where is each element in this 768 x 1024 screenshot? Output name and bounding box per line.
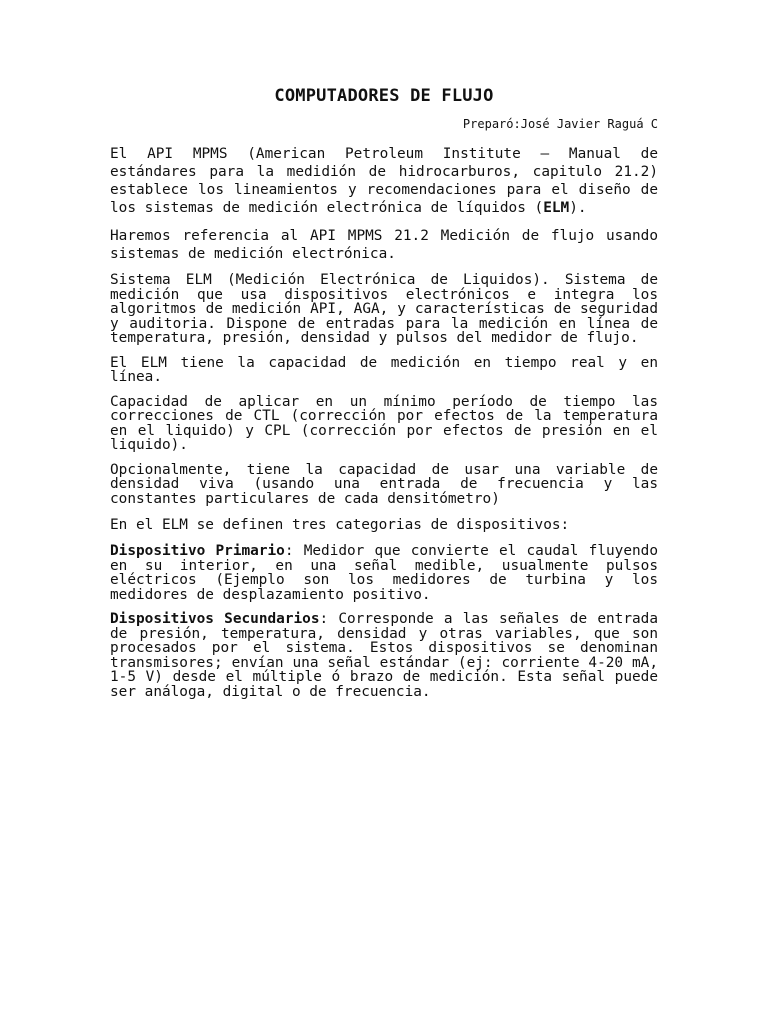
paragraph-bold-term: Dispositivos Secundarios	[110, 611, 320, 627]
paragraph-text: El API MPMS (American Petroleum Institute – Manual de estándares para la medidión de hidrocarburos, capitulo 21.2) establece los lineamientos y recomendaciones para el diseño de los sistemas de medición electrónica de líquidos (	[110, 146, 658, 216]
paragraph-bold-term: Dispositivo Primario	[110, 543, 285, 559]
paragraph-primary-device	[110, 544, 658, 602]
paragraph-api-mpms	[110, 145, 658, 217]
paragraph-text: : Corresponde a las señales de entrada de presión, temperatura, densidad y otras variables, que son procesados por el sistema. Estos dispositivos se denominan transmisores; envían una señal estándar (ej: corriente 4-20 mA, 1-5 V) desde el múltiple ó brazo de medición. Esta señal puede ser análoga, digital o de frecuencia.	[110, 611, 658, 700]
document-title: COMPUTADORES DE FLUJO	[274, 86, 494, 106]
paragraph-real-time: El ELM tiene la capacidad de medición en tiempo real y en línea.	[110, 354, 658, 385]
paragraph-corrections: Capacidad de aplicar en un mínimo período de tiempo las correcciones de CTL (corrección por efectos de la temperatura en el liquido) y CPL (corrección por efectos de presión en el liquido).	[110, 393, 658, 453]
paragraph-secondary-devices	[110, 612, 658, 699]
document-author: Preparó:José Javier Raguá C	[462, 117, 658, 131]
paragraph-elm-system: Sistema ELM (Medición Electrónica de Liquidos). Sistema de medición que usa dispositivos electrónicos e integra los algoritmos de medición API, AGA, y características de seguridad y auditoria. Dispone de entradas para la medición en línea de temperatura, presión, densidad y pulsos del medidor de flujo.	[110, 272, 658, 346]
paragraph-text: ).	[569, 200, 587, 216]
paragraph-text: : Medidor que convierte el caudal fluyendo en su interior, en una señal medible, usualmente pulsos eléctricos (Ejemplo son los medidores de turbina y los medidores de desplazamiento positivo.	[110, 543, 658, 603]
paragraph-bold-term: ELM	[543, 200, 570, 216]
paragraph-reference: Haremos referencia al API MPMS 21.2 Medición de flujo usando sistemas de medición electrónica.	[110, 228, 658, 262]
paragraph-optional-density: Opcionalmente, tiene la capacidad de usar una variable de densidad viva (usando una entrada de frecuencia y las constantes particulares de cada densitómetro)	[110, 461, 658, 507]
document-body	[110, 145, 658, 709]
paragraph-categories: En el ELM se definen tres categorias de dispositivos:	[110, 517, 570, 533]
